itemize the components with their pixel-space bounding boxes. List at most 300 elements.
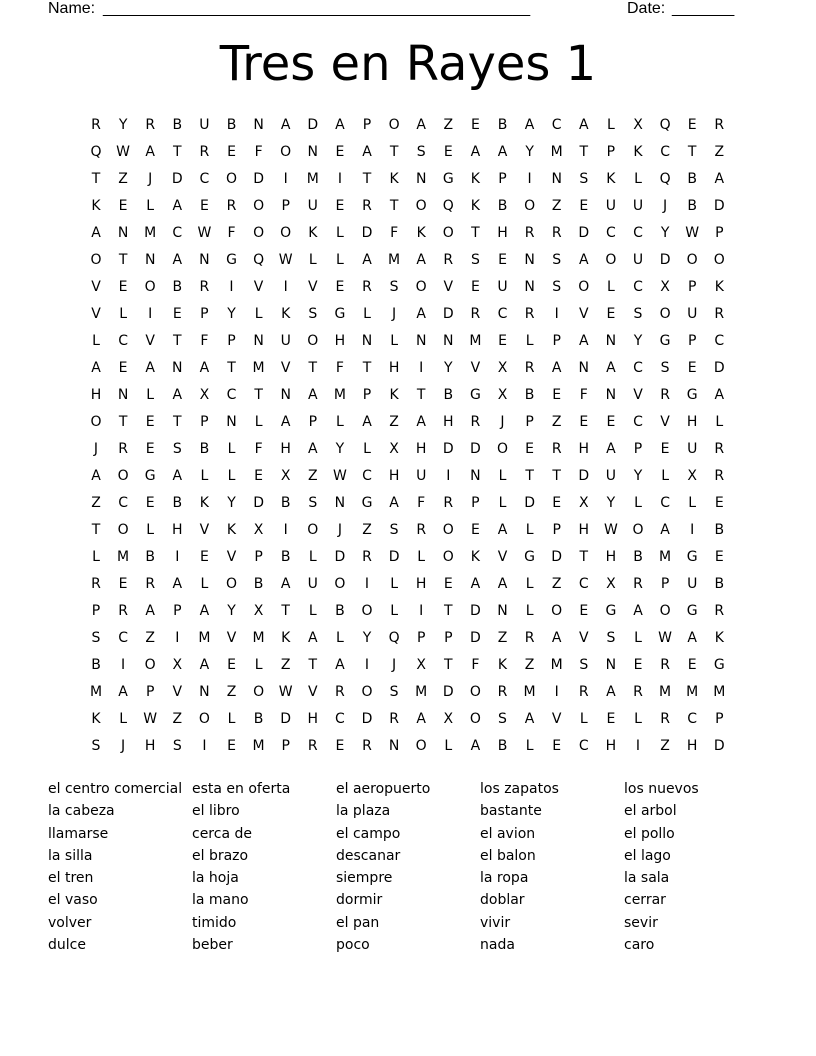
grid-letter: A [633,603,643,619]
grid-letter: W [603,522,618,538]
grid-letter: G [442,171,454,187]
grid-letter: R [443,495,454,511]
grid-letter: B [280,495,291,511]
grid-letter: T [173,333,182,349]
grid-letter: R [633,576,643,592]
grid-letter: O [361,603,373,619]
grid-letter: O [442,522,454,538]
grid-letter: R [470,414,481,430]
grid-letter: S [552,252,562,268]
grid-letter: M [550,144,563,160]
grid-letter: X [497,360,508,376]
grid-letter: D [334,549,346,565]
grid-letter: E [118,576,128,592]
grid-letter: S [579,657,589,673]
grid-letter: W [332,468,347,484]
grid-letter: L [417,549,426,565]
grid-letter: R [118,603,128,619]
grid-letter: A [172,252,183,268]
grid-letter: A [606,684,616,700]
grid-letter: D [253,171,264,187]
grid-row [84,625,736,652]
grid-letter: C [335,711,345,727]
grid-letter: R [714,468,725,484]
grid-letter: H [172,522,183,538]
grid-letter: B [91,657,101,673]
grid-letter: B [687,198,697,214]
grid-letter: L [634,711,642,727]
grid-letter: F [227,225,236,241]
grid-letter: C [633,414,643,430]
grid-letter: P [200,306,209,322]
grid-letter: L [92,549,100,565]
grid-letter: L [200,576,209,592]
grid-letter: I [364,657,370,673]
grid-letter: O [686,252,698,268]
grid-letter: S [660,360,670,376]
grid-letter: N [443,333,454,349]
grid-letter: W [197,225,212,241]
grid-letter: C [362,468,372,484]
grid-letter: R [524,306,535,322]
grid-letter: X [497,387,508,403]
grid-letter: T [444,657,453,673]
grid-letter: R [118,441,128,457]
grid-letter: P [145,684,155,700]
word-item: nada [480,937,515,954]
grid-letter: B [497,198,508,214]
grid-letter: G [686,603,698,619]
grid-letter: A [579,117,589,133]
grid-letter: K [91,198,101,214]
grid-letter: L [606,117,615,133]
grid-letter: O [361,684,373,700]
grid-letter: B [199,441,210,457]
grid-letter: A [389,495,399,511]
grid-letter: N [253,117,264,133]
grid-letter: B [172,495,183,511]
grid-letter: U [416,468,427,484]
grid-letter: O [496,441,509,457]
grid-letter: I [283,279,288,295]
grid-letter: H [388,468,400,484]
grid-letter: G [226,252,237,268]
grid-letter: T [362,171,372,187]
grid-letter: B [524,387,535,403]
grid-letter: X [443,711,454,727]
grid-letter: X [416,657,426,673]
grid-letter: L [119,711,127,727]
grid-letter: A [714,171,725,187]
grid-letter: C [606,225,616,241]
grid-letter: Y [606,495,616,511]
grid-row [84,571,736,598]
grid-letter: K [416,225,426,241]
grid-letter: U [307,576,318,592]
grid-letter: L [308,603,317,619]
grid-letter: L [200,468,209,484]
grid-letter: C [118,333,128,349]
grid-letter: F [200,333,209,349]
grid-letter: E [498,252,507,268]
grid-letter: Q [659,171,671,187]
grid-letter: O [225,171,238,187]
grid-letter: L [390,333,398,349]
grid-letter: V [633,387,643,403]
grid-letter: A [524,711,535,727]
grid-letter: W [116,144,131,160]
grid-letter: L [525,738,534,754]
grid-letter: O [144,657,156,673]
grid-row [84,328,736,355]
grid-letter: T [389,198,399,214]
grid-letter: Y [633,468,643,484]
grid-row [84,733,736,760]
grid-letter: G [686,387,698,403]
word-item: los nuevos [624,781,699,797]
word-column [48,778,192,956]
grid-letter: E [470,117,480,133]
grid-letter: Z [389,414,399,430]
word-item: doblar [480,892,525,909]
grid-letter: O [632,522,644,538]
grid-letter: D [470,441,481,457]
grid-letter: H [307,711,319,727]
grid-letter: X [253,522,264,538]
grid-letter: H [497,225,508,241]
grid-letter: M [686,684,699,700]
grid-letter: T [579,144,589,160]
word-item: los zapatos [480,781,559,797]
grid-letter: K [714,279,724,295]
grid-letter: A [579,252,589,268]
grid-letter: E [687,657,697,673]
grid-letter: A [416,117,426,133]
grid-letter: O [605,252,617,268]
grid-letter: A [416,306,426,322]
grid-letter: C [714,333,725,349]
grid-letter: U [497,279,508,295]
grid-row [84,166,736,193]
grid-row [84,679,736,706]
letter-grid [84,112,736,760]
grid-letter: M [89,684,103,700]
grid-letter: I [121,657,126,673]
grid-letter: A [416,252,426,268]
grid-letter: B [714,576,725,592]
grid-letter: M [550,657,563,673]
word-column [192,778,336,956]
grid-letter: E [199,198,209,214]
grid-letter: L [227,441,236,457]
grid-letter: V [91,279,101,295]
grid-letter: D [280,711,292,727]
grid-letter: T [308,360,318,376]
grid-letter: E [633,657,643,673]
grid-letter: A [579,333,589,349]
grid-letter: S [416,144,426,160]
grid-letter: W [278,252,293,268]
grid-letter: U [605,468,617,484]
grid-letter: I [229,279,234,295]
grid-letter: E [552,738,562,754]
grid-letter: H [144,738,156,754]
grid-letter: L [525,522,534,538]
grid-letter: G [605,603,617,619]
grid-letter: T [362,360,372,376]
grid-letter: R [660,657,670,673]
grid-letter: K [226,522,237,538]
grid-letter: D [578,225,590,241]
grid-letter: O [415,738,427,754]
grid-letter: G [334,306,346,322]
grid-letter: Z [660,738,670,754]
grid-letter: M [659,549,672,565]
word-item: timido [192,914,237,931]
grid-letter: V [579,306,589,322]
grid-letter: E [335,738,345,754]
grid-letter: C [660,144,670,160]
grid-letter: I [419,360,424,376]
grid-letter: L [525,333,534,349]
grid-letter: V [308,279,318,295]
grid-letter: D [551,549,563,565]
grid-letter: F [254,144,263,160]
grid-letter: H [578,522,590,538]
grid-letter: E [606,306,616,322]
grid-letter: T [173,144,182,160]
grid-letter: N [415,333,427,349]
grid-letter: B [633,549,643,565]
grid-letter: O [469,711,481,727]
grid-letter: H [415,576,427,592]
grid-letter: M [252,630,265,646]
grid-letter: V [280,360,291,376]
grid-letter: P [606,144,616,160]
grid-letter: O [415,198,427,214]
word-column [336,778,480,956]
grid-letter: Z [443,117,454,133]
word-item: sevir [624,914,658,931]
grid-letter: V [145,333,155,349]
grid-letter: E [145,414,155,430]
grid-letter: A [145,144,155,160]
grid-letter: T [687,144,697,160]
grid-letter: P [552,333,561,349]
grid-letter: A [335,657,345,673]
grid-letter: N [605,657,617,673]
grid-letter: R [633,684,643,700]
grid-letter: P [498,171,507,187]
date-label: Date: [627,0,666,17]
grid-letter: X [606,576,616,592]
grid-letter: S [91,738,101,754]
grid-letter: D [253,495,264,511]
grid-letter: K [470,171,480,187]
grid-letter: E [525,441,535,457]
grid-letter: E [254,468,264,484]
grid-letter: H [334,333,346,349]
grid-letter: B [226,117,237,133]
grid-letter: H [686,738,698,754]
grid-letter: A [145,603,155,619]
grid-letter: J [121,738,126,754]
word-item: descanar [336,847,401,864]
grid-letter: R [362,549,372,565]
word-item: vivir [480,914,511,931]
word-item: la plaza [336,803,391,820]
word-item: el vaso [48,892,98,909]
word-item: la cabeza [48,803,115,820]
grid-letter: M [388,252,401,268]
grid-letter: L [498,495,507,511]
grid-letter: R [660,711,670,727]
grid-letter: A [551,360,562,376]
grid-letter: G [361,495,373,511]
grid-letter: N [199,684,210,700]
grid-letter: O [280,144,292,160]
grid-row [84,301,736,328]
grid-letter: O [117,468,129,484]
grid-letter: C [551,117,562,133]
word-item: el pan [336,914,380,931]
grid-letter: P [525,414,534,430]
grid-letter: A [308,630,318,646]
grid-letter: A [470,576,481,592]
grid-letter: A [199,360,210,376]
grid-letter: K [470,198,480,214]
grid-row [84,220,736,247]
grid-letter: W [685,225,700,241]
grid-letter: V [226,630,237,646]
grid-letter: B [172,279,183,295]
grid-letter: M [469,333,482,349]
grid-letter: R [660,387,670,403]
grid-letter: A [714,387,725,403]
grid-letter: G [469,387,481,403]
word-item: el tren [48,870,94,887]
grid-letter: T [91,171,101,187]
grid-letter: R [199,279,210,295]
grid-letter: P [173,603,182,619]
grid-letter: U [307,198,318,214]
grid-letter: T [444,603,453,619]
grid-letter: Q [659,117,671,133]
grid-letter: R [524,225,535,241]
grid-letter: G [144,468,156,484]
grid-letter: O [307,522,319,538]
grid-letter: N [253,333,264,349]
grid-row [84,355,736,382]
grid-letter: L [146,198,155,214]
grid-letter: P [715,711,724,727]
grid-letter: J [93,441,99,457]
grid-letter: L [308,549,317,565]
grid-letter: N [334,495,346,511]
word-item: volver [48,914,92,931]
grid-letter: A [497,576,508,592]
grid-letter: K [714,630,724,646]
grid-letter: O [334,576,346,592]
grid-letter: A [524,117,535,133]
grid-letter: A [91,225,101,241]
grid-letter: N [524,279,535,295]
grid-letter: K [281,306,291,322]
grid-letter: P [362,387,372,403]
grid-letter: N [524,252,535,268]
grid-letter: B [687,171,697,187]
grid-letter: E [227,657,236,673]
grid-letter: I [148,306,153,322]
grid-letter: E [579,414,589,430]
grid-letter: Y [227,603,236,619]
grid-letter: E [145,441,155,457]
grid-letter: E [552,495,562,511]
grid-letter: N [578,360,590,376]
grid-letter: Y [227,495,236,511]
grid-letter: A [416,414,426,430]
grid-letter: P [660,576,670,592]
grid-letter: H [443,414,454,430]
grid-letter: N [117,387,129,403]
date-blank-line: _______ [672,0,735,17]
grid-letter: R [714,306,725,322]
grid-letter: S [470,252,480,268]
word-item: el lago [624,847,671,864]
grid-letter: D [713,738,725,754]
grid-letter: Z [91,495,101,511]
grid-letter: H [686,414,698,430]
grid-letter: K [497,657,508,673]
grid-letter: R [551,441,562,457]
grid-letter: M [306,171,319,187]
word-item: el balon [480,847,536,864]
grid-letter: K [199,495,209,511]
grid-letter: L [525,576,534,592]
grid-letter: C [633,360,643,376]
grid-letter: J [392,306,397,322]
grid-letter: M [333,387,346,403]
grid-letter: B [497,117,508,133]
grid-letter: S [308,306,318,322]
grid-letter: L [634,495,642,511]
grid-letter: I [690,522,695,538]
word-item: la mano [192,892,249,909]
grid-letter: Z [551,198,562,214]
grid-letter: N [388,738,400,754]
grid-letter: A [91,360,101,376]
grid-letter: Z [551,576,562,592]
grid-letter: P [362,117,372,133]
grid-letter: G [713,657,725,673]
page-title: Tres en Rayes 1 [219,36,597,92]
grid-letter: J [500,414,505,430]
word-item: dormir [336,892,383,909]
grid-letter: P [308,414,318,430]
grid-letter: K [633,144,643,160]
grid-letter: X [253,603,264,619]
grid-letter: V [579,630,589,646]
grid-letter: N [361,333,373,349]
grid-letter: B [280,549,291,565]
grid-letter: B [497,738,508,754]
grid-letter: E [606,414,616,430]
grid-letter: A [172,468,183,484]
grid-letter: R [226,198,237,214]
grid-row [84,517,736,544]
grid-letter: L [254,414,263,430]
grid-letter: N [605,387,617,403]
